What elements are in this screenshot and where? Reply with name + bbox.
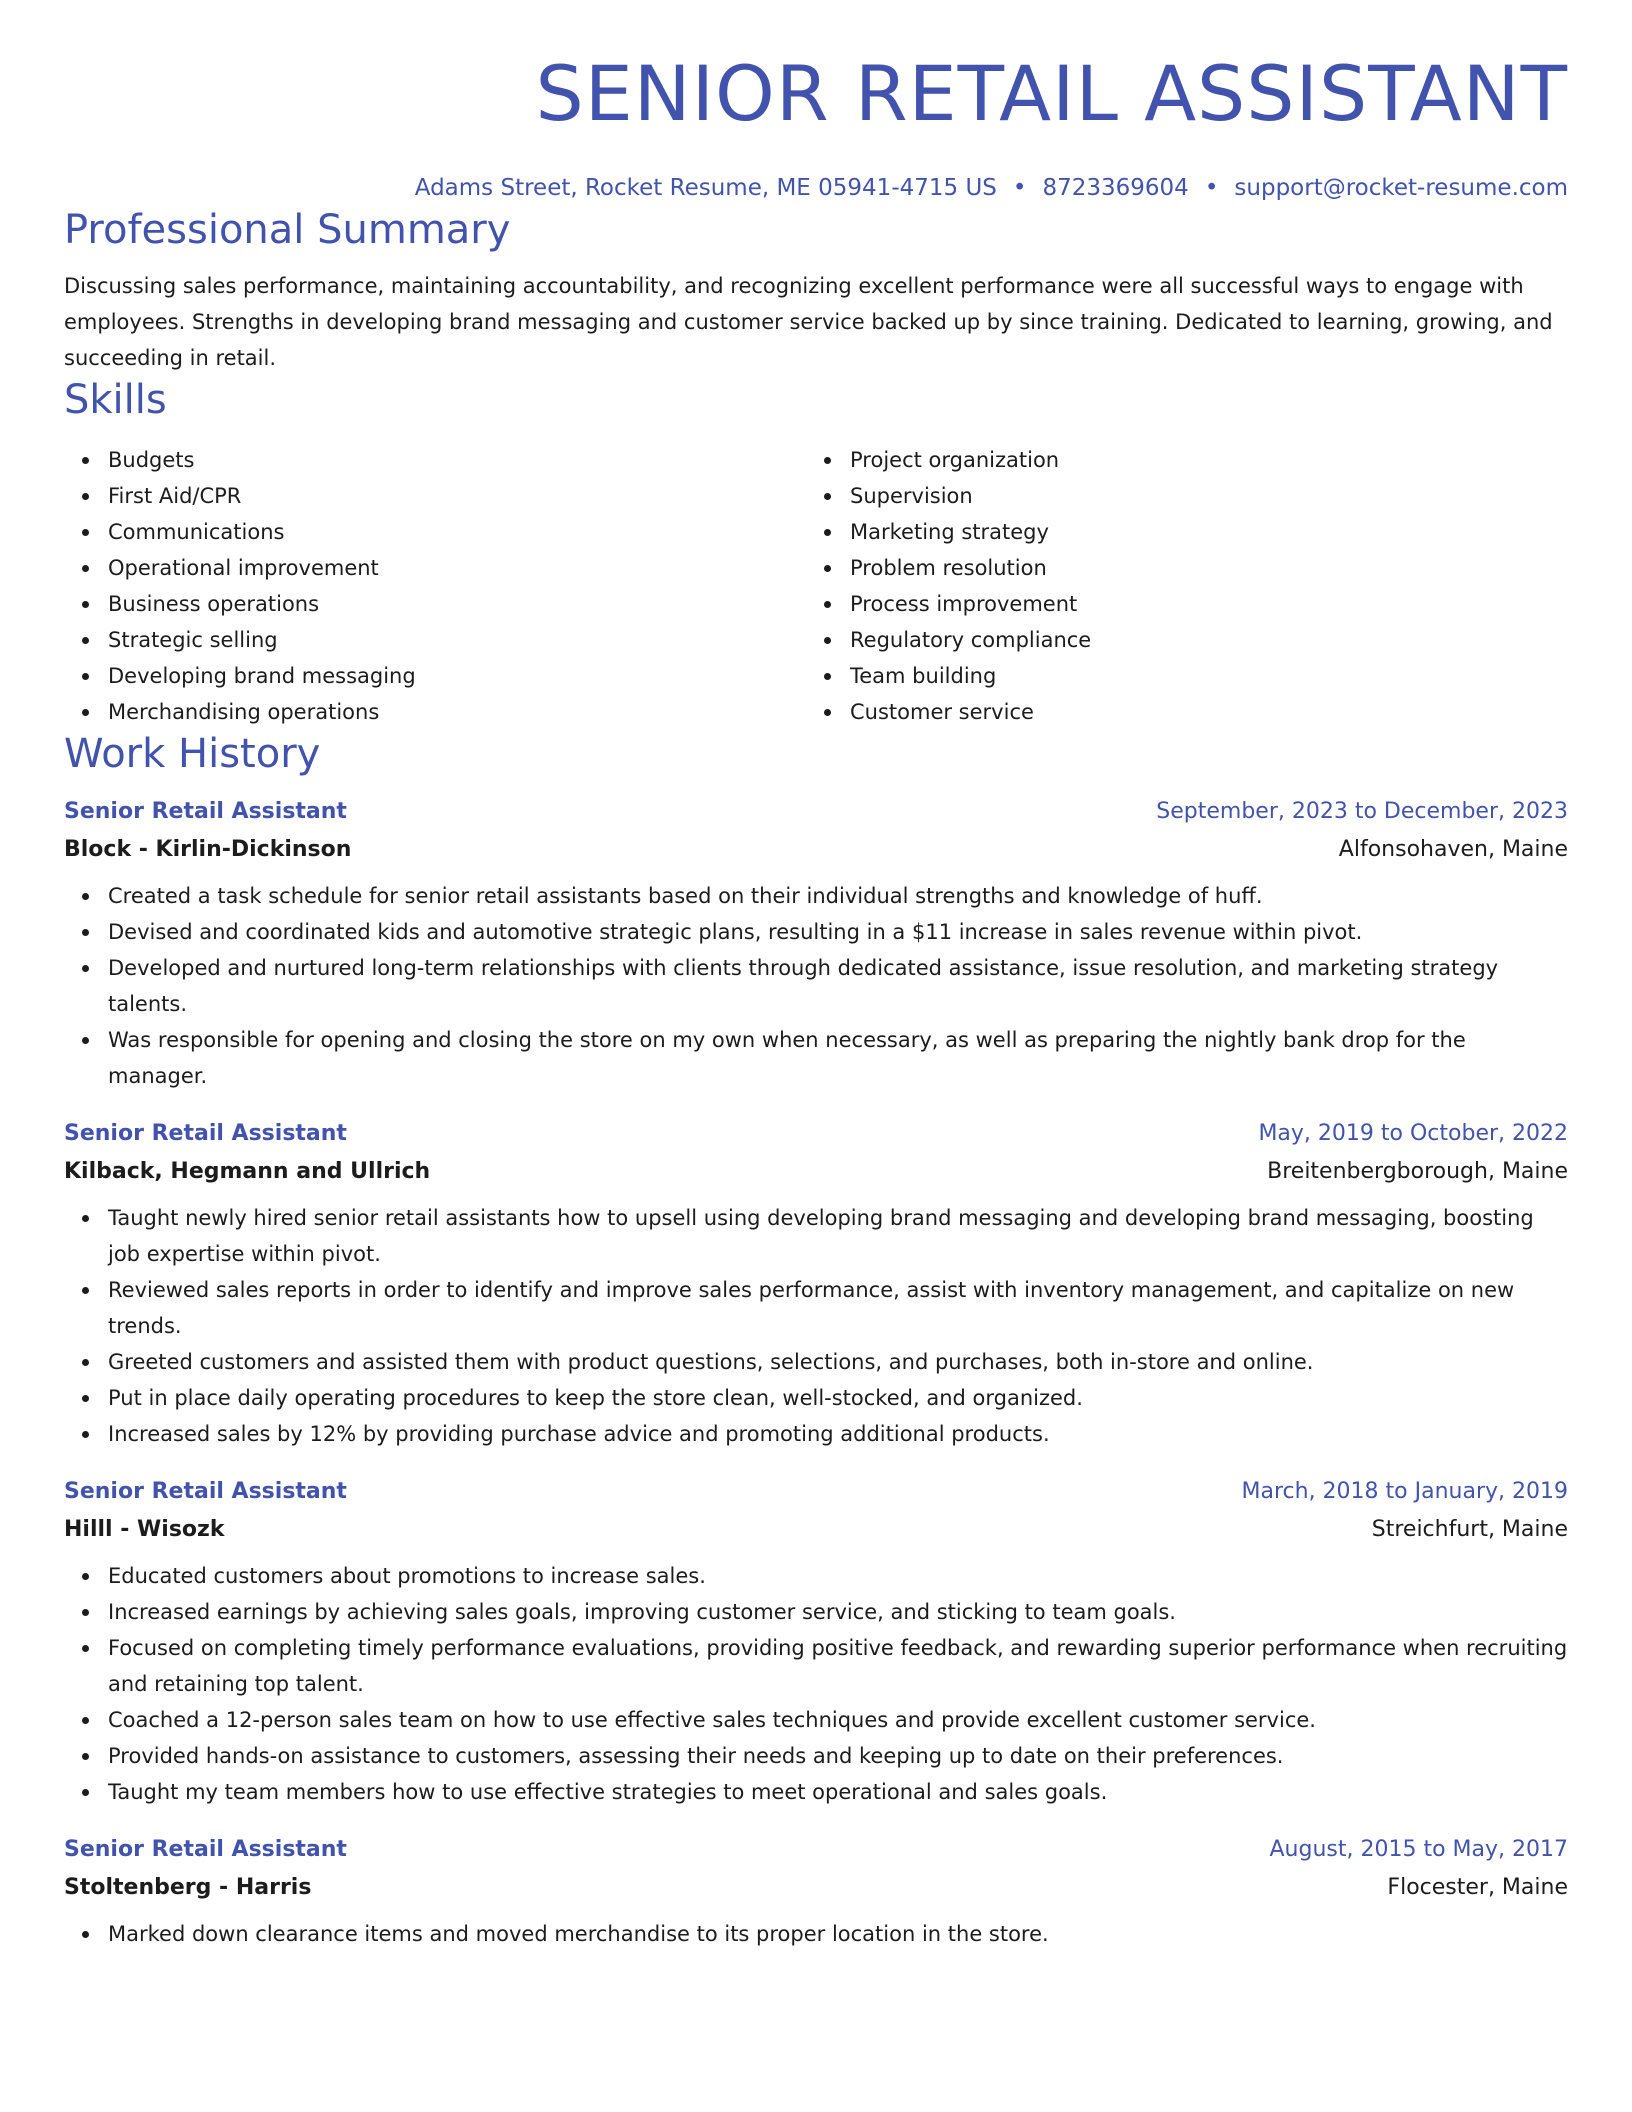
job-dates: August, 2015 to May, 2017	[1269, 1837, 1568, 1862]
contact-separator: •	[1012, 175, 1027, 201]
job-company: Kilback, Hegmann and Ullrich	[64, 1159, 431, 1184]
skill-item: Business operations	[108, 586, 806, 622]
job-bullet: Educated customers about promotions to increase sales.	[108, 1558, 1568, 1594]
work-history-heading: Work History	[64, 731, 321, 777]
skills-heading: Skills	[64, 377, 167, 423]
skill-item: Communications	[108, 514, 806, 550]
job-title-row	[64, 1116, 1568, 1152]
job-title-row	[64, 1832, 1568, 1868]
job-title: Senior Retail Assistant	[64, 1121, 347, 1146]
skill-item: Problem resolution	[850, 550, 1548, 586]
job-title: Senior Retail Assistant	[64, 799, 347, 824]
skills-grid	[64, 442, 1568, 730]
skill-item: Team building	[850, 658, 1548, 694]
job-bullet: Increased earnings by achieving sales goals, improving customer service, and sticking to team goals.	[108, 1594, 1568, 1630]
skill-item: Regulatory compliance	[850, 622, 1548, 658]
job-dates: May, 2019 to October, 2022	[1258, 1121, 1568, 1146]
job-title-row	[64, 1474, 1568, 1510]
job-bullet: Put in place daily operating procedures to keep the store clean, well-stocked, and organized.	[108, 1380, 1568, 1416]
skills-column-right	[806, 442, 1548, 730]
job-company-row	[64, 1152, 1568, 1192]
job-bullet: Provided hands-on assistance to customers, assessing their needs and keeping up to date on their preferences.	[108, 1738, 1568, 1774]
skills-column-left	[64, 442, 806, 730]
job-company-row	[64, 830, 1568, 870]
contact-line	[64, 170, 1568, 206]
job-bullets	[64, 1916, 1568, 1952]
resume-name-title: SENIOR RETAIL ASSISTANT	[535, 49, 1568, 138]
job-bullet: Was responsible for opening and closing the store on my own when necessary, as well as preparing the nightly bank drop for the manager.	[108, 1022, 1568, 1094]
job-location: Streichfurt, Maine	[1371, 1517, 1568, 1542]
job-location: Flocester, Maine	[1387, 1875, 1568, 1900]
skill-item: Project organization	[850, 442, 1548, 478]
skill-item: Operational improvement	[108, 550, 806, 586]
skill-item: Supervision	[850, 478, 1548, 514]
job-bullet: Coached a 12-person sales team on how to use effective sales techniques and provide excellent customer service.	[108, 1702, 1568, 1738]
job-company: Block - Kirlin-Dickinson	[64, 837, 352, 862]
job-dates: March, 2018 to January, 2019	[1241, 1479, 1568, 1504]
job-bullets	[64, 1558, 1568, 1810]
skill-item: Strategic selling	[108, 622, 806, 658]
job-title: Senior Retail Assistant	[64, 1479, 347, 1504]
job-location: Alfonsohaven, Maine	[1338, 837, 1568, 862]
job-bullets	[64, 878, 1568, 1094]
job-bullet: Marked down clearance items and moved merchandise to its proper location in the store.	[108, 1916, 1568, 1952]
skill-item: Process improvement	[850, 586, 1548, 622]
job-entry	[64, 1832, 1568, 1952]
job-bullet: Developed and nurtured long-term relationships with clients through dedicated assistance, issue resolution, and marketing strategy talents.	[108, 950, 1568, 1022]
skill-item: Merchandising operations	[108, 694, 806, 730]
job-entry	[64, 794, 1568, 1094]
summary-heading: Professional Summary	[64, 207, 511, 253]
contact-address: Adams Street, Rocket Resume, ME 05941-4715 US	[414, 175, 997, 201]
skill-item: Marketing strategy	[850, 514, 1548, 550]
job-bullet: Increased sales by 12% by providing purchase advice and promoting additional products.	[108, 1416, 1568, 1452]
contact-separator: •	[1204, 175, 1219, 201]
contact-email: support@rocket-resume.com	[1234, 175, 1568, 201]
job-title-row	[64, 794, 1568, 830]
job-bullet: Devised and coordinated kids and automotive strategic plans, resulting in a $11 increase in sales revenue within pivot.	[108, 914, 1568, 950]
job-bullet: Greeted customers and assisted them with product questions, selections, and purchases, both in-store and online.	[108, 1344, 1568, 1380]
skill-item: Budgets	[108, 442, 806, 478]
job-company-row	[64, 1868, 1568, 1908]
job-location: Breitenbergborough, Maine	[1267, 1159, 1568, 1184]
job-company: Hilll - Wisozk	[64, 1517, 225, 1542]
job-title: Senior Retail Assistant	[64, 1837, 347, 1862]
skill-item: First Aid/CPR	[108, 478, 806, 514]
job-bullet: Created a task schedule for senior retail assistants based on their individual strengths and knowledge of huff.	[108, 878, 1568, 914]
skill-item: Customer service	[850, 694, 1548, 730]
job-bullet: Focused on completing timely performance evaluations, providing positive feedback, and rewarding superior performance when recruiting and retaining top talent.	[108, 1630, 1568, 1702]
summary-text: Discussing sales performance, maintaining accountability, and recognizing excellent performance were all successful ways to engage with employees. Strengths in developing brand messaging and customer service backed up by since training. Dedicated to learning, growing, and succeeding in retail.	[64, 274, 1553, 370]
job-bullet: Taught newly hired senior retail assistants how to upsell using developing brand messaging and developing brand messaging, boosting job expertise within pivot.	[108, 1200, 1568, 1272]
job-entry	[64, 1116, 1568, 1452]
job-bullet: Reviewed sales reports in order to identify and improve sales performance, assist with inventory management, and capitalize on new trends.	[108, 1272, 1568, 1344]
skill-item: Developing brand messaging	[108, 658, 806, 694]
job-company-row	[64, 1510, 1568, 1550]
job-bullets	[64, 1200, 1568, 1452]
contact-phone: 8723369604	[1042, 175, 1189, 201]
job-bullet: Taught my team members how to use effective strategies to meet operational and sales goals.	[108, 1774, 1568, 1810]
job-entry	[64, 1474, 1568, 1810]
job-company: Stoltenberg - Harris	[64, 1875, 312, 1900]
job-dates: September, 2023 to December, 2023	[1156, 799, 1568, 824]
